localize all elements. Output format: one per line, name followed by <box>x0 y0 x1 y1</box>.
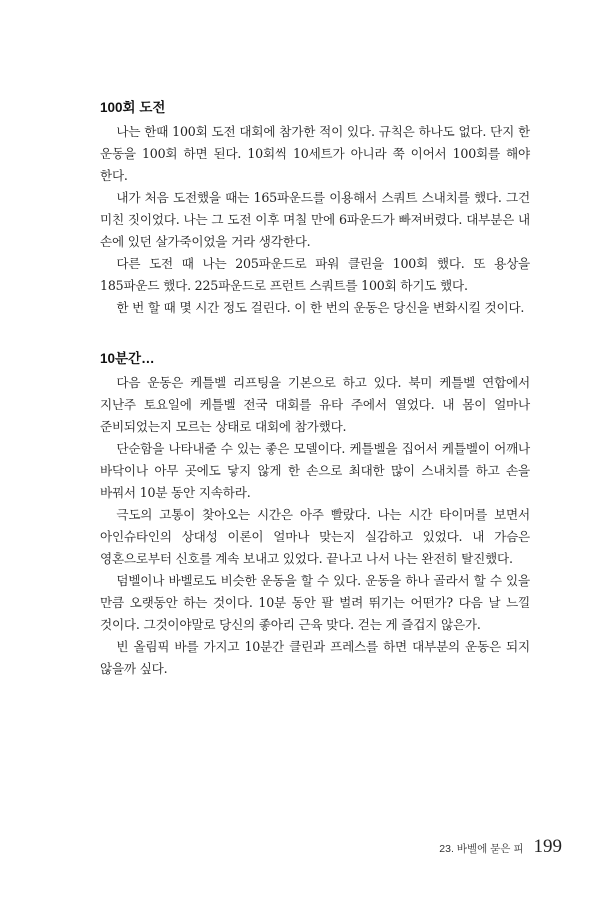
paragraph: 다음 운동은 케틀벨 리프팅을 기본으로 하고 있다. 북미 케틀벨 연합에서 지난주 토요일에 케틀벨 전국 대회를 유타 주에서 열었다. 내 몸이 얼마나 준비되었는지 모르는 상태로 대회에 참가했다. <box>100 375 530 434</box>
paragraph: 단순함을 나타내줄 수 있는 좋은 모델이다. 케틀벨을 집어서 케틀벨이 어깨나 바닥이나 아무 곳에도 닿지 않게 한 손으로 최대한 많이 스내치를 하고 손을 바꿔서 10분 동안 지속하라. <box>100 441 530 500</box>
page-number: 199 <box>533 836 562 857</box>
paragraph: 다른 도전 때 나는 205파운드로 파워 클린을 100회 했다. 또 용상을 185파운드 했다. 225파운드로 프런트 스쿼트를 100회 하기도 했다. <box>100 256 530 293</box>
paragraph: 나는 한때 100회 도전 대회에 참가한 적이 있다. 규칙은 하나도 없다. 단지 한 운동을 100회 하면 된다. 10회씩 10세트가 아니라 쭉 이어서 100회를 해야 한다. <box>100 124 530 183</box>
section-heading: 100회 도전 <box>100 100 166 115</box>
paragraph: 덤벨이나 바벨로도 비슷한 운동을 할 수 있다. 운동을 하나 골라서 할 수 있을 만큼 오랫동안 하는 것이다. 10분 동안 팔 벌려 뛰기는 어떤가? 다음 날 느낄 것이다. 그것이야말로 당신의 좋아리 근육 맞다. 걷는 게 즐겁지 않은가. <box>100 573 530 632</box>
paragraph: 극도의 고통이 찾아오는 시간은 아주 빨랐다. 나는 시간 타이머를 보면서 아인슈타인의 상대성 이론이 얼마나 맞는지 실감하고 있었다. 내 가슴은 영혼으로부터 신호를 계속 보내고 있었다. 끝나고 나서 나는 완전히 탈진했다. <box>100 507 530 566</box>
page-footer <box>439 836 562 858</box>
page-body <box>100 98 530 680</box>
paragraph: 빈 올림픽 바를 가지고 10분간 클린과 프레스를 하면 대부분의 운동은 되지 않을까 싶다. <box>100 639 530 676</box>
paragraph: 한 번 할 때 몇 시간 정도 걸린다. 이 한 번의 운동은 당신을 변화시킬 것이다. <box>116 300 525 315</box>
running-chapter-title: 23. 바벨에 묻은 피 <box>439 843 524 855</box>
section-heading: 10분간… <box>100 351 155 366</box>
paragraph: 내가 처음 도전했을 때는 165파운드를 이용해서 스쿼트 스내치를 했다. 그건 미친 짓이었다. 나는 그 도전 이후 며칠 만에 6파운드가 빠져버렸다. 대부분은 내 손에 있던 살가죽이었을 거라 생각한다. <box>100 190 530 249</box>
